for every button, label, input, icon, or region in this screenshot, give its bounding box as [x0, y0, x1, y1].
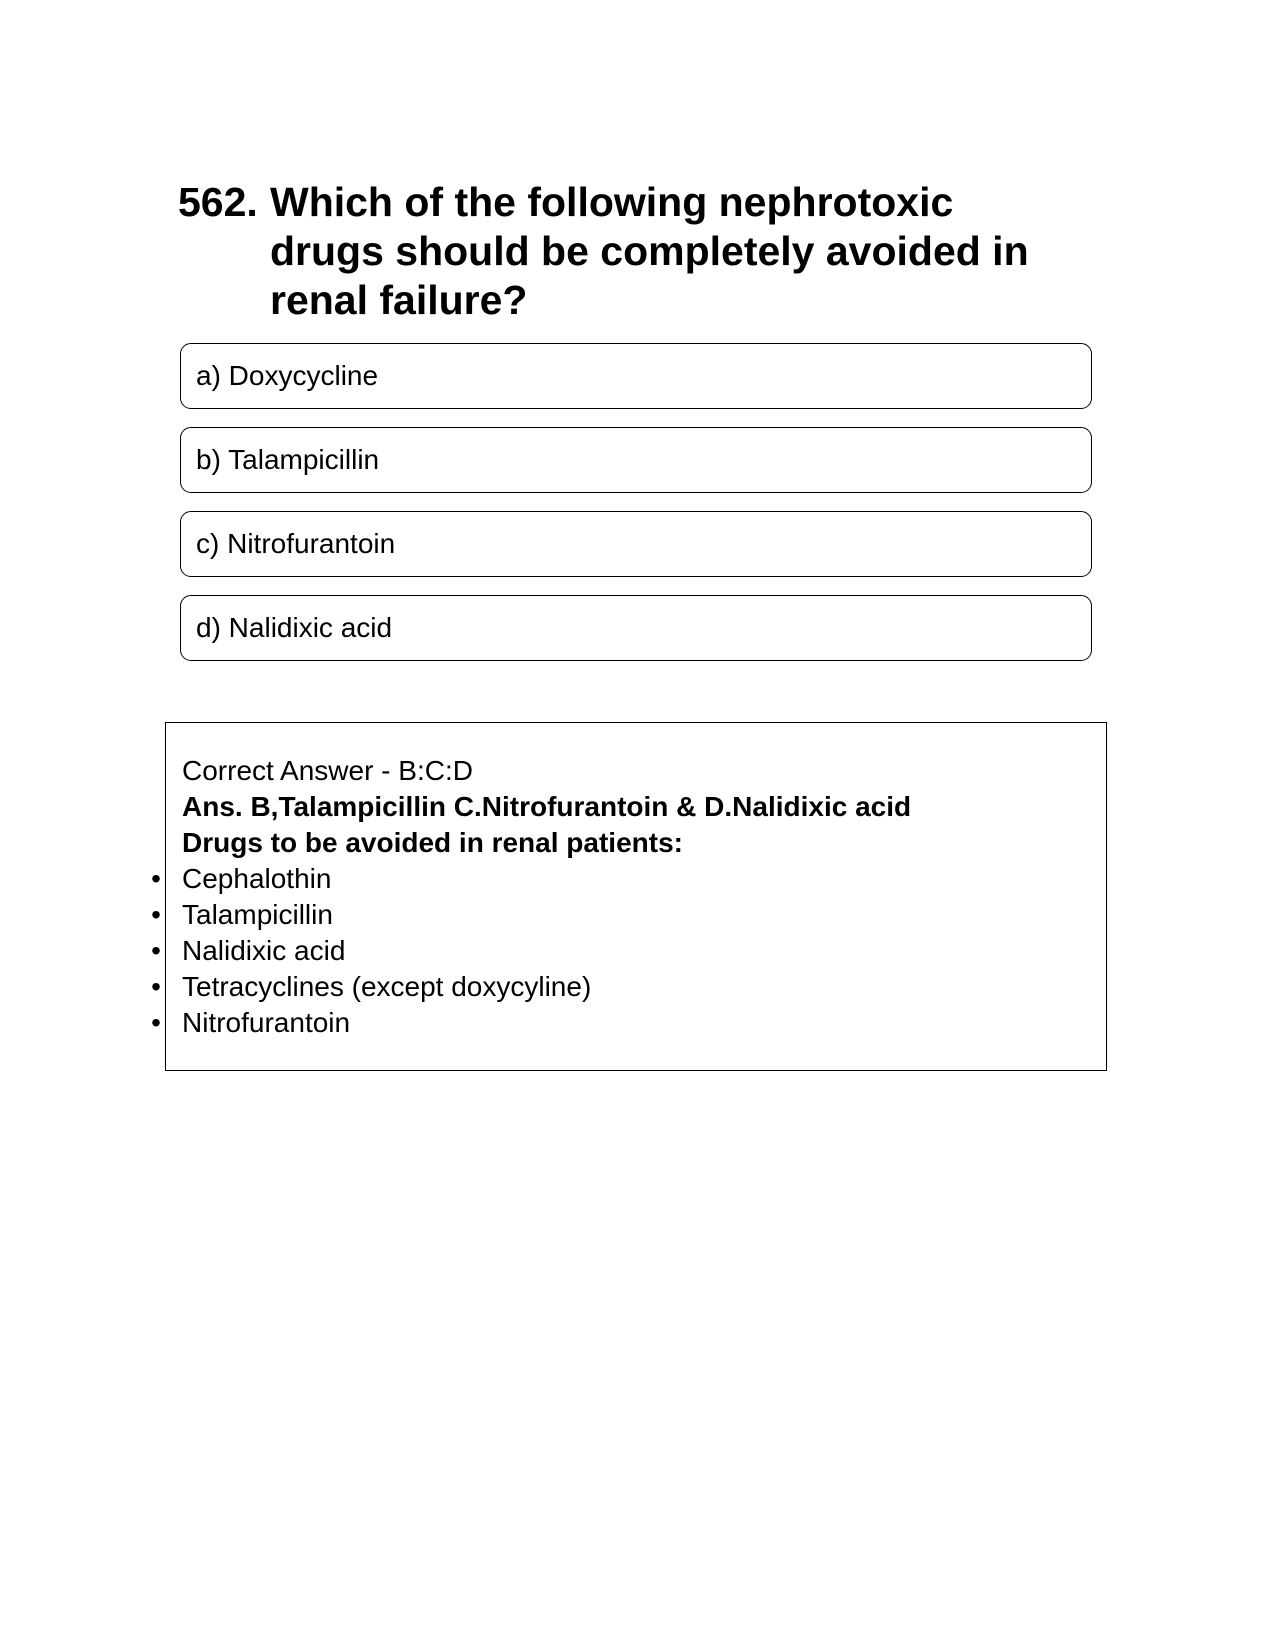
- option-d-label: d) Nalidixic acid: [196, 612, 393, 643]
- list-item-text: Tetracyclines (except doxycyline): [182, 971, 592, 1002]
- answer-explanation-line: Ans. B,Talampicillin C.Nitrofurantoin & D.Nalidixic acid: [182, 791, 912, 822]
- list-item: [151, 933, 1082, 969]
- drug-list: [151, 861, 1082, 1041]
- question-text: Which of the following nephrotoxic drugs should be completely avoided in renal failure?: [270, 179, 1029, 323]
- list-item: [151, 1005, 1082, 1041]
- correct-answer-line: Correct Answer - B:C:D: [182, 755, 473, 786]
- option-b-label: b) Talampicillin: [196, 444, 380, 475]
- bullet-icon: •: [151, 1007, 161, 1038]
- list-item: [151, 969, 1082, 1005]
- list-item-text: Nalidixic acid: [182, 935, 346, 966]
- option-a[interactable]: [180, 343, 1092, 409]
- list-item-text: Cephalothin: [182, 863, 332, 894]
- drugs-heading: Drugs to be avoided in renal patients:: [182, 827, 683, 858]
- list-item-text: Nitrofurantoin: [182, 1007, 351, 1038]
- list-item-text: Talampicillin: [182, 899, 333, 930]
- option-a-label: a) Doxycycline: [196, 360, 379, 391]
- question-number: 562.: [178, 179, 258, 225]
- list-item: [151, 897, 1082, 933]
- question: [178, 178, 1078, 325]
- answer-content: [151, 753, 1082, 1041]
- bullet-icon: •: [151, 899, 161, 930]
- option-c-label: c) Nitrofurantoin: [196, 528, 396, 559]
- bullet-icon: •: [151, 863, 161, 894]
- option-b[interactable]: [180, 427, 1092, 493]
- list-item: [151, 861, 1082, 897]
- bullet-icon: •: [151, 935, 161, 966]
- option-c[interactable]: [180, 511, 1092, 577]
- answer-box: [151, 722, 1107, 1071]
- option-d[interactable]: [180, 595, 1092, 661]
- bullet-icon: •: [151, 971, 161, 1002]
